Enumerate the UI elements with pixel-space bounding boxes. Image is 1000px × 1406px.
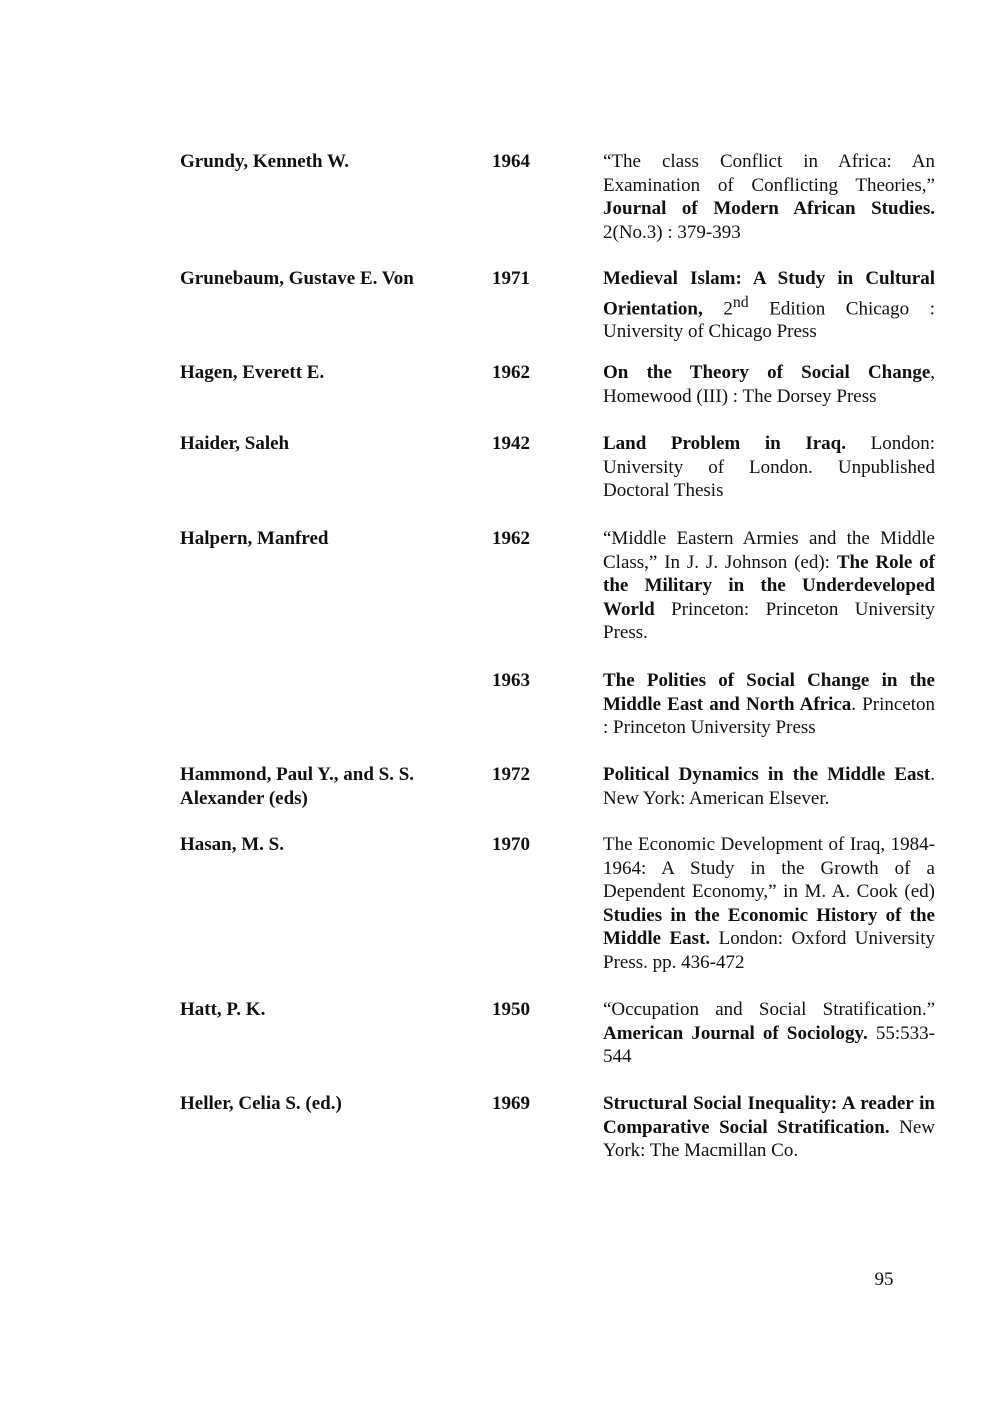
entry-author: Hasan, M. S. (180, 834, 284, 855)
reference-text: Princeton: Princeton University Press. (603, 598, 935, 643)
entry-year: 1942 (492, 433, 530, 454)
entry-year: 1970 (492, 834, 530, 855)
entry-reference (603, 833, 935, 974)
reference-text: The Economic Development of Iraq, 1984-1964: A Study in the Growth of a Dependent Economy,” in M. A. Cook (ed) (603, 834, 935, 902)
entry-author: Haider, Saleh (180, 433, 290, 454)
entry-reference (603, 763, 935, 810)
entry-author: Hatt, P. K. (180, 999, 266, 1020)
entry-year: 1971 (492, 268, 530, 289)
entry-year: 1972 (492, 764, 530, 785)
entry-reference (603, 267, 935, 344)
page-number: 95 (874, 1269, 894, 1290)
entry-year: 1962 (492, 362, 530, 383)
entry-author: Grunebaum, Gustave E. Von (180, 268, 414, 289)
reference-text: 2 (702, 297, 733, 319)
reference-text: . Princeton : Princeton University Press (603, 693, 935, 738)
entry-year: 1963 (492, 670, 530, 691)
entry-author: Grundy, Kenneth W. (180, 151, 349, 172)
reference-text: . New York: American Elsever. (603, 764, 935, 809)
reference-title: Structural Social Inequality: A reader in Comparative Social Stratification. (603, 1093, 935, 1138)
reference-title: Journal of Modern African Studies. (603, 198, 935, 219)
reference-title: Land Problem in Iraq. (603, 433, 846, 454)
reference-title: American Journal of Sociology. (603, 1022, 868, 1044)
entry-year: 1950 (492, 999, 530, 1020)
reference-text: Edition Chicago : University of Chicago Press (603, 297, 935, 343)
entry-reference (603, 432, 935, 503)
entry-year: 1964 (492, 151, 530, 172)
reference-text: “Middle Eastern Armies and the Middle Class,” In J. J. Johnson (ed): (603, 528, 935, 573)
entry-author: Hagen, Everett E. (180, 362, 325, 383)
entry-reference (603, 150, 935, 244)
entry-author: Heller, Celia S. (ed.) (180, 1093, 342, 1114)
reference-title: Political Dynamics in the Middle East (603, 764, 931, 785)
entry-reference (603, 361, 935, 408)
reference-text: “Occupation and Social Stratification.” (603, 999, 935, 1020)
entry-reference (603, 1092, 935, 1163)
entry-reference (603, 669, 935, 740)
reference-text: , Homewood (III) : The Dorsey Press (603, 362, 935, 407)
reference-text: London: University of London. Unpublished Doctoral Thesis (603, 433, 935, 501)
entry-year: 1969 (492, 1093, 530, 1114)
reference-title: Medieval Islam: A Study in Cultural Orientation, (603, 268, 935, 319)
entry-year: 1962 (492, 528, 530, 549)
reference-title: The Role of the Military in the Underdeveloped World (603, 551, 935, 620)
reference-title: On the Theory of Social Change (603, 362, 931, 383)
entry-reference (603, 998, 935, 1069)
entry-author: Hammond, Paul Y., and S. S. Alexander (eds) (180, 764, 415, 809)
reference-text: 2(No.3) : 379-393 (603, 221, 741, 243)
reference-text: New York: The Macmillan Co. (603, 1116, 935, 1161)
reference-text: 55:533-544 (603, 1022, 935, 1067)
reference-text: “The class Conflict in Africa: An Examination of Conflicting Theories,” (603, 151, 935, 196)
entry-author: Halpern, Manfred (180, 528, 329, 549)
reference-title: The Polities of Social Change in the Middle East and North Africa (603, 670, 935, 715)
reference-text: London: Oxford University Press. pp. 436-472 (603, 928, 935, 973)
reference-title: Studies in the Economic History of the Middle East. (603, 904, 935, 949)
entry-reference (603, 527, 935, 645)
reference-superscript: nd (732, 293, 749, 311)
